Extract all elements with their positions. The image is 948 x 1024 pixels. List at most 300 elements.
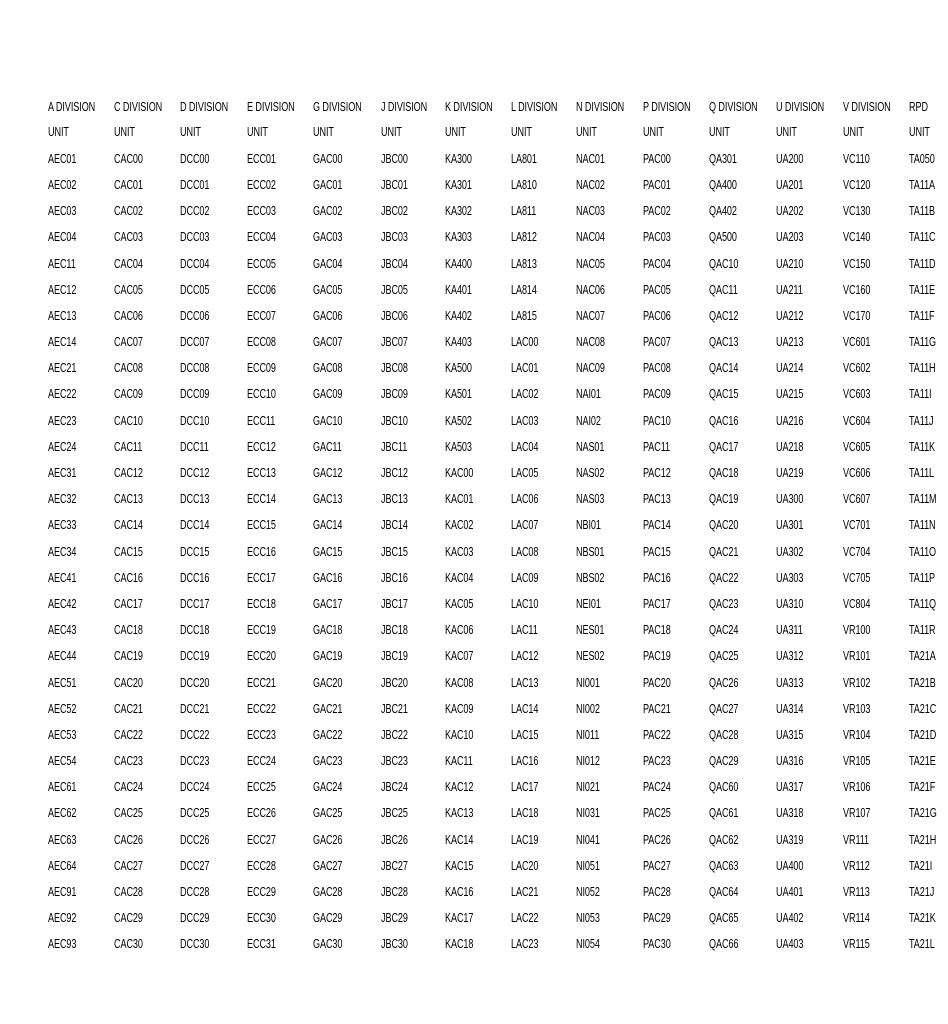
- unit-cell: LAC02: [511, 387, 539, 402]
- unit-cell: LAC07: [511, 518, 539, 533]
- unit-cell: LAC17: [511, 780, 539, 795]
- unit-cell: AEC91: [48, 885, 77, 900]
- unit-cell: ECC17: [247, 570, 277, 585]
- unit-cell: AEC41: [48, 570, 77, 585]
- unit-cell: LAC16: [511, 754, 539, 769]
- unit-cell: CAC17: [113, 596, 143, 611]
- unit-cell: LAC12: [511, 649, 539, 664]
- table-row: [48, 670, 948, 696]
- unit-cell: GAC20: [313, 675, 343, 690]
- unit-cell: TA11P: [909, 570, 936, 585]
- unit-cell: UA200: [776, 151, 804, 166]
- division-header: G DIVISION: [313, 99, 363, 114]
- unit-cell: JBC17: [381, 596, 408, 611]
- unit-cell: ECC11: [247, 413, 276, 428]
- unit-cell: KAC17: [445, 911, 474, 926]
- unit-cell: VC120: [842, 177, 871, 192]
- unit-cell: TA11L: [909, 466, 935, 481]
- unit-cell: ECC09: [247, 361, 277, 376]
- unit-cell: AEC03: [48, 204, 77, 219]
- table-row: [48, 303, 948, 329]
- unit-cell: QAC19: [708, 492, 738, 507]
- unit-cell: JBC12: [381, 466, 408, 481]
- unit-cell: AEC32: [48, 492, 77, 507]
- unit-cell: GAC17: [313, 596, 343, 611]
- unit-cell: AEC22: [48, 387, 77, 402]
- unit-cell: AEC92: [48, 911, 77, 926]
- unit-cell: QA402: [708, 204, 737, 219]
- unit-cell: QAC20: [708, 518, 738, 533]
- unit-cell: LAC03: [511, 413, 539, 428]
- table-row: [48, 486, 948, 512]
- unit-cell: AEC12: [48, 282, 77, 297]
- table-row: [48, 277, 948, 303]
- unit-cell: QAC12: [708, 308, 738, 323]
- unit-cell: PAC10: [642, 413, 671, 428]
- unit-cell: DCC26: [180, 832, 210, 847]
- unit-cell: JBC04: [381, 256, 408, 271]
- unit-cell: KA303: [445, 230, 472, 245]
- unit-cell: NAC01: [575, 151, 605, 166]
- unit-cell: TA21C: [909, 701, 937, 716]
- unit-cell: DCC05: [180, 282, 210, 297]
- unit-cell: AEC02: [48, 177, 77, 192]
- unit-cell: GAC10: [313, 413, 343, 428]
- unit-cell: VC606: [842, 466, 871, 481]
- unit-cell: KAC09: [445, 701, 474, 716]
- unit-cell: QAC21: [708, 544, 738, 559]
- unit-cell: NI012: [575, 754, 600, 769]
- unit-cell: UA212: [776, 308, 804, 323]
- unit-cell: KA301: [445, 177, 472, 192]
- unit-cell: JBC11: [381, 439, 408, 454]
- unit-cell: CAC04: [113, 256, 143, 271]
- unit-cell: VC140: [842, 230, 871, 245]
- unit-cell: GAC00: [313, 151, 343, 166]
- unit-cell: JBC30: [381, 937, 408, 952]
- unit-cell: ECC16: [247, 544, 277, 559]
- unit-cell: CAC28: [113, 885, 143, 900]
- unit-cell: VC701: [842, 518, 871, 533]
- unit-cell: CAC07: [113, 335, 143, 350]
- unit-cell: GAC26: [313, 832, 343, 847]
- unit-cell: QAC24: [708, 623, 738, 638]
- table-row: [48, 225, 948, 251]
- unit-cell: DCC28: [180, 885, 210, 900]
- unit-cell: UA402: [776, 911, 804, 926]
- unit-cell: TA11E: [909, 282, 936, 297]
- unit-label: UNIT: [445, 124, 466, 139]
- unit-cell: AEC13: [48, 308, 77, 323]
- unit-cell: QAC18: [708, 466, 738, 481]
- unit-cell: CAC23: [113, 754, 143, 769]
- unit-cell: DCC23: [180, 754, 210, 769]
- unit-cell: QAC28: [708, 727, 738, 742]
- unit-cell: QAC13: [708, 335, 738, 350]
- unit-cell: PAC16: [642, 570, 671, 585]
- unit-cell: GAC05: [313, 282, 343, 297]
- unit-cell: KA402: [445, 308, 472, 323]
- unit-cell: TA11R: [909, 623, 936, 638]
- unit-cell: KAC15: [445, 858, 474, 873]
- unit-cell: VR103: [842, 701, 871, 716]
- unit-label: UNIT: [381, 124, 402, 139]
- unit-cell: QAC23: [708, 596, 738, 611]
- table-row: [48, 460, 948, 486]
- unit-cell: AEC43: [48, 623, 77, 638]
- unit-cell: CAC22: [113, 727, 143, 742]
- unit-cell: UA202: [776, 204, 804, 219]
- unit-cell: ECC08: [247, 335, 277, 350]
- unit-cell: TA11D: [909, 256, 936, 271]
- unit-cell: PAC04: [642, 256, 671, 271]
- unit-cell: GAC23: [313, 754, 343, 769]
- unit-cell: DCC15: [180, 544, 210, 559]
- unit-cell: VC704: [842, 544, 871, 559]
- unit-cell: TA11M: [909, 492, 937, 507]
- unit-cell: UA403: [776, 937, 804, 952]
- unit-cell: LAC10: [511, 596, 539, 611]
- unit-cell: LAC23: [511, 937, 539, 952]
- unit-cell: NAI02: [575, 413, 601, 428]
- unit-cell: QA301: [708, 151, 737, 166]
- unit-cell: AEC62: [48, 806, 77, 821]
- unit-cell: GAC30: [313, 937, 343, 952]
- unit-cell: GAC06: [313, 308, 343, 323]
- unit-cell: UA214: [776, 361, 804, 376]
- unit-cell: ECC25: [247, 780, 277, 795]
- unit-cell: ECC27: [247, 832, 277, 847]
- unit-cell: DCC20: [180, 675, 210, 690]
- unit-cell: NBS01: [575, 544, 605, 559]
- unit-label: UNIT: [575, 124, 597, 139]
- unit-cell: TA21E: [909, 754, 936, 769]
- unit-cell: JBC16: [381, 570, 408, 585]
- unit-cell: GAC14: [313, 518, 343, 533]
- unit-cell: VR115: [842, 937, 870, 952]
- table-row: [48, 853, 948, 879]
- unit-label: UNIT: [708, 124, 730, 139]
- unit-cell: LAC09: [511, 570, 539, 585]
- unit-cell: NI001: [575, 675, 600, 690]
- unit-cell: VR102: [842, 675, 871, 690]
- unit-cell: VR106: [842, 780, 871, 795]
- unit-cell: JBC01: [381, 177, 408, 192]
- unit-cell: UA211: [776, 282, 803, 297]
- unit-cell: TA11A: [909, 177, 936, 192]
- unit-cell: QAC11: [708, 282, 738, 297]
- table-row: [48, 513, 948, 539]
- unit-cell: PAC18: [642, 623, 671, 638]
- unit-cell: LA815: [511, 308, 538, 323]
- unit-cell: QAC60: [708, 780, 738, 795]
- unit-cell: PAC23: [642, 754, 671, 769]
- unit-cell: VC160: [842, 282, 871, 297]
- table-row: [48, 696, 948, 722]
- unit-cell: AEC01: [48, 151, 77, 166]
- unit-cell: NI021: [575, 780, 600, 795]
- unit-cell: PAC01: [642, 177, 671, 192]
- unit-cell: LA812: [511, 230, 538, 245]
- unit-cell: CAC24: [113, 780, 143, 795]
- unit-cell: DCC09: [180, 387, 210, 402]
- table-row: [48, 172, 948, 198]
- unit-cell: VC605: [842, 439, 871, 454]
- unit-cell: DCC11: [180, 439, 210, 454]
- unit-cell: KA500: [445, 361, 472, 376]
- unit-cell: KAC12: [445, 780, 474, 795]
- unit-cell: NAC06: [575, 282, 605, 297]
- unit-cell: VC603: [842, 387, 871, 402]
- unit-cell: CAC13: [113, 492, 143, 507]
- unit-cell: KAC16: [445, 885, 474, 900]
- unit-cell: DCC16: [180, 570, 210, 585]
- unit-cell: UA219: [776, 466, 804, 481]
- unit-cell: LAC21: [511, 885, 539, 900]
- unit-cell: KAC18: [445, 937, 474, 952]
- unit-cell: CAC01: [113, 177, 143, 192]
- table-row: [48, 356, 948, 382]
- unit-cell: PAC03: [642, 230, 671, 245]
- unit-cell: PAC14: [642, 518, 671, 533]
- unit-label: UNIT: [113, 124, 135, 139]
- unit-cell: CAC18: [113, 623, 143, 638]
- unit-cell: TA21F: [909, 780, 936, 795]
- unit-cell: CAC08: [113, 361, 143, 376]
- unit-cell: AEC51: [48, 675, 77, 690]
- unit-cell: AEC33: [48, 518, 77, 533]
- unit-cell: QAC14: [708, 361, 738, 376]
- unit-cell: NBS02: [575, 570, 605, 585]
- unit-cell: PAC22: [642, 727, 671, 742]
- unit-label: UNIT: [180, 124, 202, 139]
- unit-cell: PAC02: [642, 204, 671, 219]
- table-row: [48, 146, 948, 172]
- unit-cell: QAC63: [708, 858, 738, 873]
- unit-cell: KAC11: [445, 754, 473, 769]
- unit-cell: JBC18: [381, 623, 408, 638]
- unit-cell: AEC42: [48, 596, 77, 611]
- unit-cell: CAC10: [113, 413, 143, 428]
- table-row: [48, 565, 948, 591]
- division-header: D DIVISION: [180, 99, 229, 114]
- unit-cell: DCC13: [180, 492, 210, 507]
- unit-cell: TA21K: [909, 911, 936, 926]
- unit-cell: TA11G: [909, 335, 937, 350]
- unit-cell: QAC16: [708, 413, 738, 428]
- unit-cell: GAC16: [313, 570, 343, 585]
- unit-cell: VR107: [842, 806, 871, 821]
- unit-cell: PAC00: [642, 151, 671, 166]
- unit-label: UNIT: [313, 124, 335, 139]
- table-row: [48, 198, 948, 224]
- unit-cell: NAC03: [575, 204, 605, 219]
- unit-cell: JBC05: [381, 282, 408, 297]
- unit-cell: TA11B: [909, 204, 936, 219]
- unit-cell: LA813: [511, 256, 538, 271]
- unit-cell: NI053: [575, 911, 600, 926]
- unit-cell: KAC14: [445, 832, 474, 847]
- unit-cell: JBC22: [381, 727, 408, 742]
- unit-cell: GAC18: [313, 623, 343, 638]
- unit-cell: VC110: [842, 151, 870, 166]
- unit-cell: VC601: [842, 335, 871, 350]
- unit-cell: LAC15: [511, 727, 539, 742]
- table-row: [48, 408, 948, 434]
- unit-cell: PAC07: [642, 335, 671, 350]
- unit-cell: GAC04: [313, 256, 343, 271]
- unit-cell: TA11O: [909, 544, 937, 559]
- unit-cell: GAC29: [313, 911, 343, 926]
- unit-cell: QA400: [708, 177, 737, 192]
- unit-cell: LAC18: [511, 806, 539, 821]
- unit-cell: UA401: [776, 885, 804, 900]
- unit-cell: DCC10: [180, 413, 210, 428]
- division-header: J DIVISION: [381, 99, 428, 114]
- unit-cell: JBC23: [381, 754, 408, 769]
- unit-cell: NAC04: [575, 230, 605, 245]
- unit-cell: ECC04: [247, 230, 277, 245]
- unit-cell: UA215: [776, 387, 804, 402]
- unit-cell: DCC01: [180, 177, 210, 192]
- unit-cell: CAC05: [113, 282, 143, 297]
- unit-cell: QAC66: [708, 937, 738, 952]
- unit-cell: CAC26: [113, 832, 143, 847]
- division-header: A DIVISION: [48, 99, 96, 114]
- unit-cell: NEI01: [575, 596, 601, 611]
- unit-cell: NES02: [575, 649, 605, 664]
- unit-cell: DCC24: [180, 780, 210, 795]
- unit-cell: ECC23: [247, 727, 277, 742]
- unit-cell: NAC05: [575, 256, 605, 271]
- unit-cell: UA313: [776, 675, 804, 690]
- unit-cell: NAS02: [575, 466, 605, 481]
- unit-label: UNIT: [842, 124, 864, 139]
- unit-cell: UA319: [776, 832, 804, 847]
- unit-cell: KAC01: [445, 492, 474, 507]
- unit-cell: TA21A: [909, 649, 936, 664]
- unit-cell: AEC31: [48, 466, 77, 481]
- unit-cell: TA21H: [909, 832, 937, 847]
- unit-cell: CAC19: [113, 649, 143, 664]
- unit-cell: AEC61: [48, 780, 77, 795]
- unit-cell: TA21J: [909, 885, 935, 900]
- division-header: V DIVISION: [842, 99, 891, 114]
- unit-cell: ECC22: [247, 701, 277, 716]
- unit-cell: UA216: [776, 413, 804, 428]
- unit-cell: QAC65: [708, 911, 738, 926]
- unit-cell: VC150: [842, 256, 871, 271]
- unit-cell: ECC01: [247, 151, 277, 166]
- unit-cell: UA218: [776, 439, 804, 454]
- unit-cell: ECC20: [247, 649, 277, 664]
- unit-cell: JBC07: [381, 335, 408, 350]
- unit-cell: JBC21: [381, 701, 408, 716]
- unit-cell: CAC30: [113, 937, 143, 952]
- unit-cell: AEC11: [48, 256, 76, 271]
- unit-cell: KA501: [445, 387, 472, 402]
- unit-cell: DCC14: [180, 518, 210, 533]
- table-row: [48, 591, 948, 617]
- unit-cell: JBC25: [381, 806, 408, 821]
- unit-cell: NI051: [575, 858, 600, 873]
- unit-cell: DCC18: [180, 623, 210, 638]
- division-unit-table: [48, 96, 948, 958]
- unit-cell: JBC14: [381, 518, 408, 533]
- unit-cell: DCC22: [180, 727, 210, 742]
- unit-cell: AEC21: [48, 361, 77, 376]
- unit-cell: AEC52: [48, 701, 77, 716]
- unit-cell: VR105: [842, 754, 871, 769]
- unit-cell: ECC19: [247, 623, 277, 638]
- table-row: [48, 329, 948, 355]
- unit-cell: LAC19: [511, 832, 539, 847]
- unit-cell: LAC11: [511, 623, 539, 638]
- unit-cell: PAC06: [642, 308, 671, 323]
- unit-cell: NAC07: [575, 308, 605, 323]
- unit-cell: PAC24: [642, 780, 671, 795]
- unit-cell: DCC19: [180, 649, 210, 664]
- division-header: K DIVISION: [445, 99, 493, 114]
- unit-cell: DCC08: [180, 361, 210, 376]
- unit-cell: KAC10: [445, 727, 474, 742]
- unit-cell: KAC13: [445, 806, 474, 821]
- unit-cell: VC170: [842, 308, 871, 323]
- table-row: [48, 722, 948, 748]
- unit-cell: KAC07: [445, 649, 474, 664]
- unit-cell: KAC03: [445, 544, 474, 559]
- unit-cell: KAC04: [445, 570, 474, 585]
- unit-cell: GAC09: [313, 387, 343, 402]
- unit-cell: ECC06: [247, 282, 277, 297]
- unit-cell: NI054: [575, 937, 600, 952]
- unit-cell: JBC03: [381, 230, 408, 245]
- unit-cell: NI031: [575, 806, 600, 821]
- unit-cell: CAC12: [113, 466, 143, 481]
- unit-cell: AEC64: [48, 858, 77, 873]
- unit-cell: KA302: [445, 204, 472, 219]
- unit-cell: ECC15: [247, 518, 277, 533]
- unit-cell: DCC06: [180, 308, 210, 323]
- unit-label: UNIT: [776, 124, 797, 139]
- unit-cell: UA400: [776, 858, 804, 873]
- unit-cell: NI041: [575, 832, 600, 847]
- unit-cell: LAC01: [511, 361, 539, 376]
- unit-cell: PAC27: [642, 858, 671, 873]
- unit-cell: LAC06: [511, 492, 539, 507]
- unit-cell: AEC04: [48, 230, 77, 245]
- unit-cell: UA210: [776, 256, 804, 271]
- unit-cell: VC604: [842, 413, 871, 428]
- unit-cell: PAC17: [642, 596, 671, 611]
- unit-cell: LAC08: [511, 544, 539, 559]
- table-row: [48, 539, 948, 565]
- unit-cell: DCC02: [180, 204, 210, 219]
- unit-cell: VC607: [842, 492, 871, 507]
- unit-cell: QAC17: [708, 439, 738, 454]
- unit-cell: NAC09: [575, 361, 605, 376]
- unit-cell: VR101: [842, 649, 871, 664]
- unit-cell: JBC09: [381, 387, 408, 402]
- unit-cell: JBC19: [381, 649, 408, 664]
- unit-cell: ECC29: [247, 885, 277, 900]
- unit-cell: ECC21: [247, 675, 277, 690]
- unit-cell: UA316: [776, 754, 804, 769]
- unit-cell: DCC27: [180, 858, 210, 873]
- unit-cell: ECC28: [247, 858, 277, 873]
- unit-cell: GAC07: [313, 335, 343, 350]
- unit-cell: VR100: [842, 623, 871, 638]
